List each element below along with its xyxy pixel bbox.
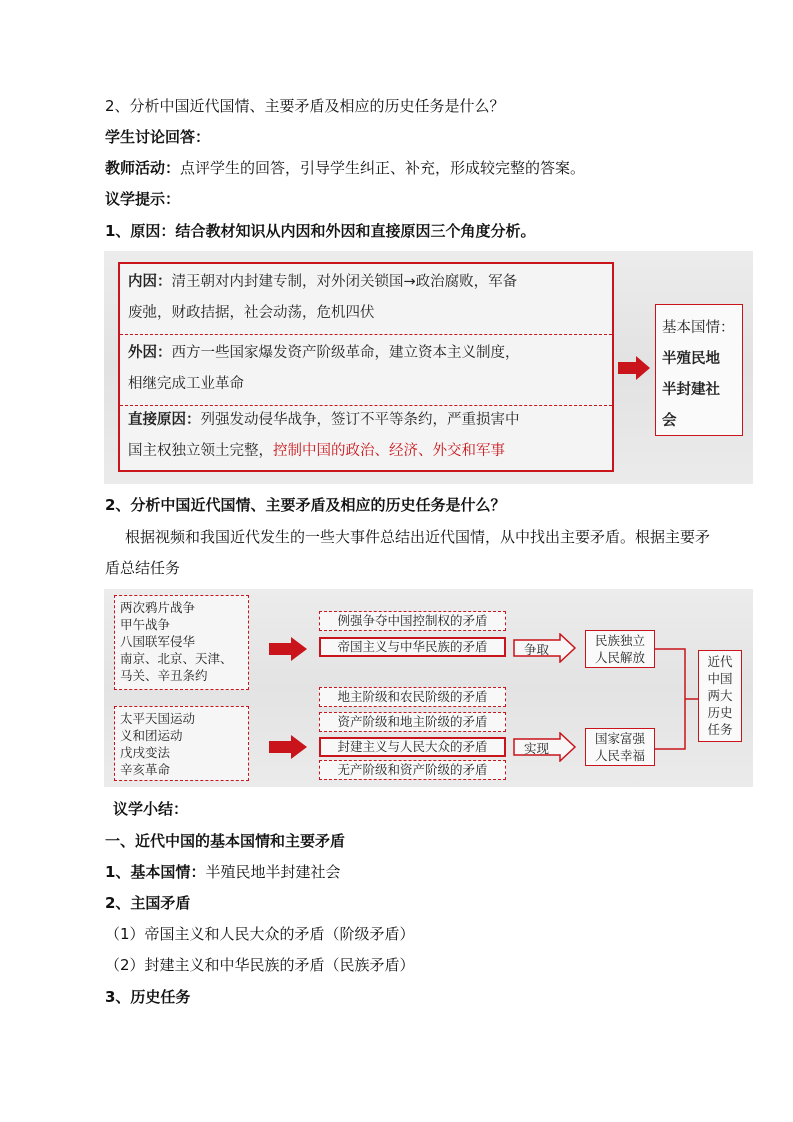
goal-text: 人民解放 (594, 650, 645, 665)
events-aggression-list (115, 596, 248, 687)
tasks-text: 两大 (707, 688, 733, 703)
tasks-text: 任务 (707, 722, 733, 737)
basic-condition-label: 基本国情： (662, 320, 735, 336)
goal-text: 国家富强 (594, 731, 645, 746)
event-item: 八国联军侵华 (120, 634, 196, 649)
basic-condition-box (655, 304, 743, 436)
event-item: 义和团运动 (120, 728, 183, 743)
contradictions-diagram (104, 589, 753, 787)
events-struggle-list (115, 707, 248, 781)
hint-cause: 1、原因：结合教材知识从内因和外因和直接原因三个角度分析。 (105, 222, 536, 240)
summary-title: 议学小结： (113, 800, 189, 818)
basic-condition-item (105, 862, 340, 882)
internal-cause (128, 267, 604, 329)
historic-tasks-box (698, 650, 742, 742)
goal-prosperity-box (585, 728, 655, 766)
external-cause-text-1: 西方一些国家爆发资产阶级革命，建立资本主义制度， (171, 345, 520, 361)
contradiction-2: （2）封建主义和中华民族的矛盾（民族矛盾） (105, 956, 415, 974)
event-item: 太平天国运动 (120, 711, 196, 726)
teacher-activity-label: 教师活动： (105, 159, 181, 177)
internal-cause-label: 内因： (128, 274, 172, 290)
right-arrow-icon (267, 636, 309, 662)
contradiction-item: 资产阶级和地主阶级的矛盾 (319, 712, 506, 732)
paragraph-line-1: 根据视频和我国近代发生的一些大事件总结出近代国情，从中找出主要矛盾。根据主要矛 (125, 528, 711, 546)
event-item: 戊戌变法 (120, 745, 171, 760)
main-contradiction-heading: 2、主国矛盾 (105, 894, 191, 912)
question-heading: 2、分析中国近代国情、主要矛盾及相应的历史任务是什么？ (105, 97, 505, 115)
basic-condition-item-text: 半殖民地半封建社会 (205, 863, 341, 881)
contradiction-item: 无产阶级和资产阶级的矛盾 (319, 760, 506, 780)
contradiction-item: 地主阶级和农民阶级的矛盾 (319, 687, 506, 707)
contradiction-item: 例强争夺中国控制权的矛盾 (319, 611, 506, 631)
main-contradiction-class: 封建主义与人民大众的矛盾 (319, 737, 506, 757)
strive-label: 争取 (524, 642, 550, 657)
realize-label: 实现 (524, 741, 550, 756)
goal-text: 人民幸福 (594, 748, 645, 763)
external-cause-label: 外因： (128, 345, 172, 361)
internal-cause-text-1: 清王朝对内封建专制，对外闭关锁国→政治腐败，军备 (171, 274, 518, 290)
right-arrow-icon (267, 734, 309, 760)
external-cause (128, 338, 604, 400)
student-discussion-label: 学生讨论回答： (105, 128, 211, 146)
event-item: 辛亥革命 (120, 762, 171, 777)
direct-cause-label: 直接原因： (128, 412, 201, 428)
bracket-connector (655, 645, 700, 755)
tasks-text: 中国 (707, 671, 733, 686)
summary-heading: 一、近代中国的基本国情和主要矛盾 (105, 832, 346, 850)
causes-box (118, 262, 614, 472)
question-heading-2: 2、分析中国近代国情、主要矛盾及相应的历史任务是什么？ (105, 496, 506, 514)
events-aggression-box (114, 595, 249, 690)
tasks-text: 历史 (707, 705, 733, 720)
right-arrow-icon (616, 354, 652, 382)
teacher-activity-line (105, 158, 585, 178)
paragraph-line-2: 盾总结任务 (105, 559, 181, 577)
direct-cause-highlight: 控制中国的政治、经济、外交和军事 (273, 443, 505, 459)
goal-text: 民族独立 (594, 633, 645, 648)
basic-condition-text-2: 半封建社 (662, 382, 720, 398)
external-cause-text-2: 相继完成工业革命 (128, 376, 244, 392)
basic-condition-text-3: 会 (662, 413, 677, 429)
causes-diagram (104, 251, 753, 484)
event-item: 两次鸦片战争 (120, 600, 196, 615)
historic-task-heading: 3、历史任务 (105, 988, 191, 1006)
basic-condition-text-1: 半殖民地 (662, 351, 720, 367)
internal-cause-text-2: 废弛，财政拮据，社会动荡，危机四伏 (128, 305, 375, 321)
event-item: 马关、辛丑条约 (120, 668, 208, 683)
main-contradiction-national: 帝国主义与中华民族的矛盾 (319, 637, 506, 657)
direct-cause-text-2: 国主权独立领土完整， (128, 443, 273, 459)
goal-independence-box (585, 630, 655, 668)
event-item: 南京、北京、天津、 (120, 651, 233, 666)
direct-cause (128, 405, 604, 467)
divider (120, 334, 612, 335)
contradiction-1: （1）帝国主义和人民大众的矛盾（阶级矛盾） (105, 925, 415, 943)
direct-cause-text-1: 列强发动侵华战争，签订不平等条约，严重损害中 (200, 412, 520, 428)
teacher-activity-text: 点评学生的回答，引导学生纠正、补充，形成较完整的答案。 (180, 159, 586, 177)
hint-label: 议学提示： (105, 190, 181, 208)
tasks-text: 近代 (707, 654, 733, 669)
basic-condition-item-label: 1、基本国情： (105, 863, 206, 881)
events-struggle-box (114, 706, 249, 781)
event-item: 甲午战争 (120, 617, 171, 632)
